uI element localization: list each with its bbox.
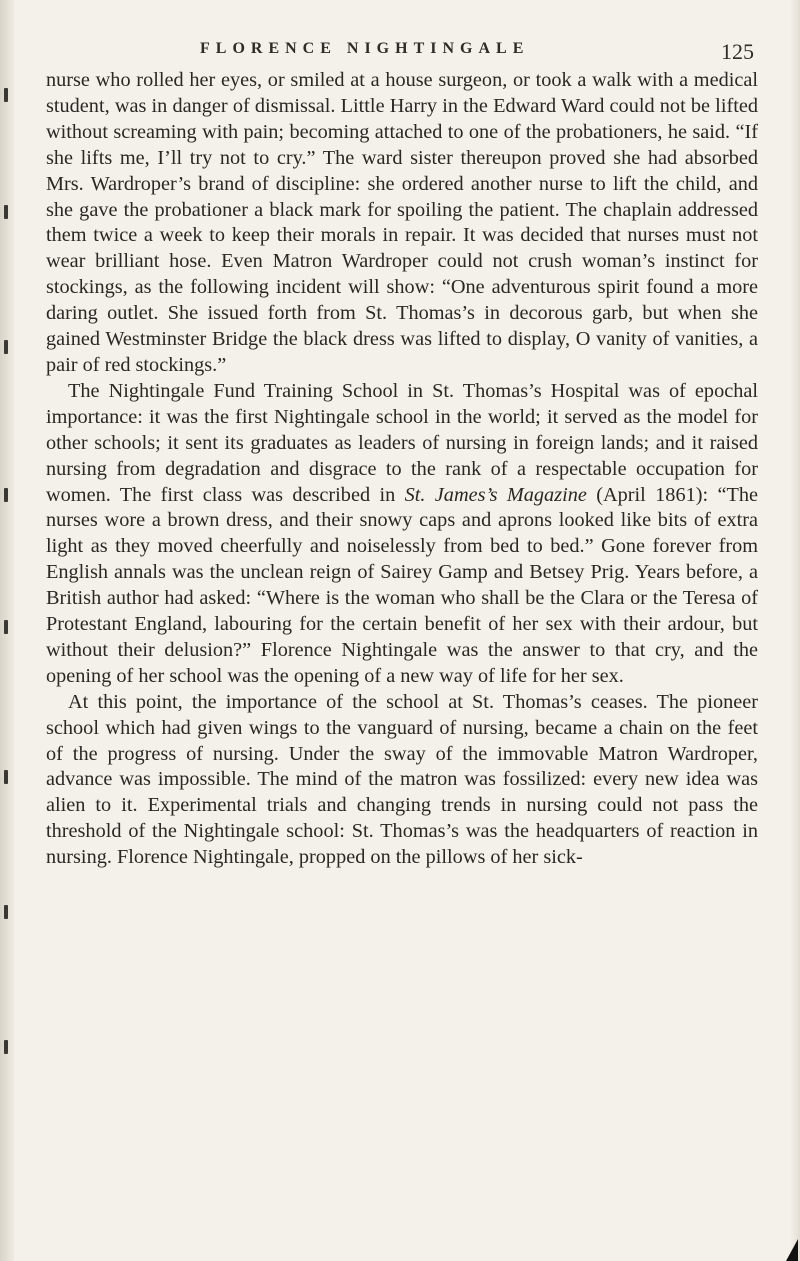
gutter-mark bbox=[4, 205, 8, 219]
gutter-mark bbox=[4, 620, 8, 634]
gutter-mark bbox=[4, 340, 8, 354]
page-header bbox=[70, 40, 754, 70]
gutter-mark bbox=[4, 88, 8, 102]
gutter-mark bbox=[4, 770, 8, 784]
page-number: 125 bbox=[721, 39, 754, 64]
gutter-mark bbox=[4, 1040, 8, 1054]
page-gutter-shadow bbox=[0, 0, 14, 1261]
paragraph: At this point, the importance of the school at St. Thomas’s ceases. The pioneer school which had given wings to the vanguard of nursing, became a chain on the feet of the progress of nursing. Under the sway of the immovable Matron Wardroper, advance was impossible. The mind of the matron was fossilized: every new idea was alien to it. Experimental trials and changing trends in nursing could not pass the threshold of the Nightingale school: St. Thomas’s was the headquarters of reaction in nursing. Florence Nightingale, propped on the pillows of her sick- bbox=[46, 690, 758, 869]
gutter-mark bbox=[4, 488, 8, 502]
body-text bbox=[46, 68, 758, 871]
paragraph-text: (April 1861): “The nurses wore a brown dress, and their snowy caps and aprons looked like bits of extra light as they moved cheerfully and noiselessly from bed to bed.” Gone forever from English annals was the unclean reign of Sairey Gamp and Betsey Prig. Years before, a British author had asked: “Where is the woman who shall be the Clara or the Teresa of Protestant England, labouring for the certain benefit of her sex with their ardour, but without their delusion?” Florence Nightingale was the answer to that cry, and the opening of her school was the opening of a new way of life for her sex. bbox=[46, 483, 759, 687]
gutter-mark bbox=[4, 905, 8, 919]
paragraph-text: The Nightingale Fund Training School in St. Thomas’s Hospital was of epochal importance: it was the first Nightingale school in the world; it served as the model for other schools; it sent its graduates as leaders of nursing in foreign lands; and it raised nursing from degradation and disgrace to the rank of a respectable occupation for women. The first class was described in bbox=[46, 379, 758, 506]
magazine-title: St. James’s Magazine bbox=[404, 483, 587, 506]
paragraph: nurse who rolled her eyes, or smiled at a house surgeon, or took a walk with a medical student, was in danger of dismissal. Little Harry in the Edward Ward could not be lifted without screaming with pain; becoming attached to one of the probationers, he said. “If she lifts me, I’ll try not to cry.” The ward sister thereupon proved she had absorbed Mrs. Wardroper’s brand of discipline: she ordered another nurse to lift the child, and she gave the probationer a black mark for spoiling the patient. The chaplain addressed them twice a week to keep their morals in repair. It was decided that nurses must not wear brilliant hose. Even Matron Wardroper could not crush woman’s instinct for stockings, as the following incident will show: “One adventurous spirit found a more daring outlet. She issued forth from St. Thomas’s in decorous garb, but when she gained Westminster Bridge the black dress was lifted to display, O vanity of vanities, a pair of red stockings.” bbox=[46, 69, 758, 376]
paragraph bbox=[46, 379, 758, 690]
running-head: FLORENCE NIGHTINGALE bbox=[200, 40, 530, 57]
page-right-edge bbox=[790, 0, 800, 1261]
corner-mark bbox=[786, 1239, 798, 1261]
